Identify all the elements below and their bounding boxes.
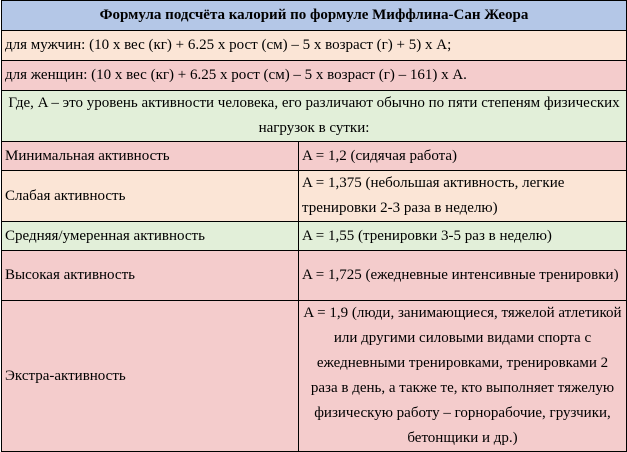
formula-men: для мужчин: (10 х вес (кг) + 6.25 х рост (см) – 5 х возраст (г) + 5) х A; (2, 31, 627, 61)
activity-intro: Где, A – это уровень активности человека, его различают обычно по пяти степеням физических нагрузок в сутки: (2, 91, 627, 142)
table-row (2, 251, 627, 301)
table-row (2, 222, 627, 251)
activity-name: Средняя/умеренная активность (2, 222, 299, 251)
activity-value: A = 1,2 (сидячая работа) (299, 142, 627, 171)
table-row (2, 171, 627, 222)
table-title: Формула подсчёта калорий по формуле Миффлина-Сан Жеора (2, 1, 627, 31)
activity-value: A = 1,9 (люди, занимающиеся, тяжелой атлетикой или другими силовыми видами спорта с ежедневными тренировками, тренировками 2 раза в день, а также те, кто выполняет тяжелую физическую работу – горнорабочие, грузчики, бетонщики и др.) (299, 301, 627, 452)
table-row (2, 301, 627, 452)
table-row (2, 142, 627, 171)
formula-women: для женщин: (10 х вес (кг) + 6.25 х рост (см) – 5 х возраст (г) – 161) х A. (2, 61, 627, 91)
activity-name: Минимальная активность (2, 142, 299, 171)
activity-name: Экстра-активность (2, 301, 299, 452)
activity-name: Высокая активность (2, 251, 299, 301)
activity-value: A = 1,725 (ежедневные интенсивные тренировки) (299, 251, 627, 301)
activity-name: Слабая активность (2, 171, 299, 222)
calorie-formula-table (1, 0, 627, 452)
activity-value: A = 1,55 (тренировки 3-5 раз в неделю) (299, 222, 627, 251)
activity-value: A = 1,375 (небольшая активность, легкие тренировки 2-3 раза в неделю) (299, 171, 627, 222)
